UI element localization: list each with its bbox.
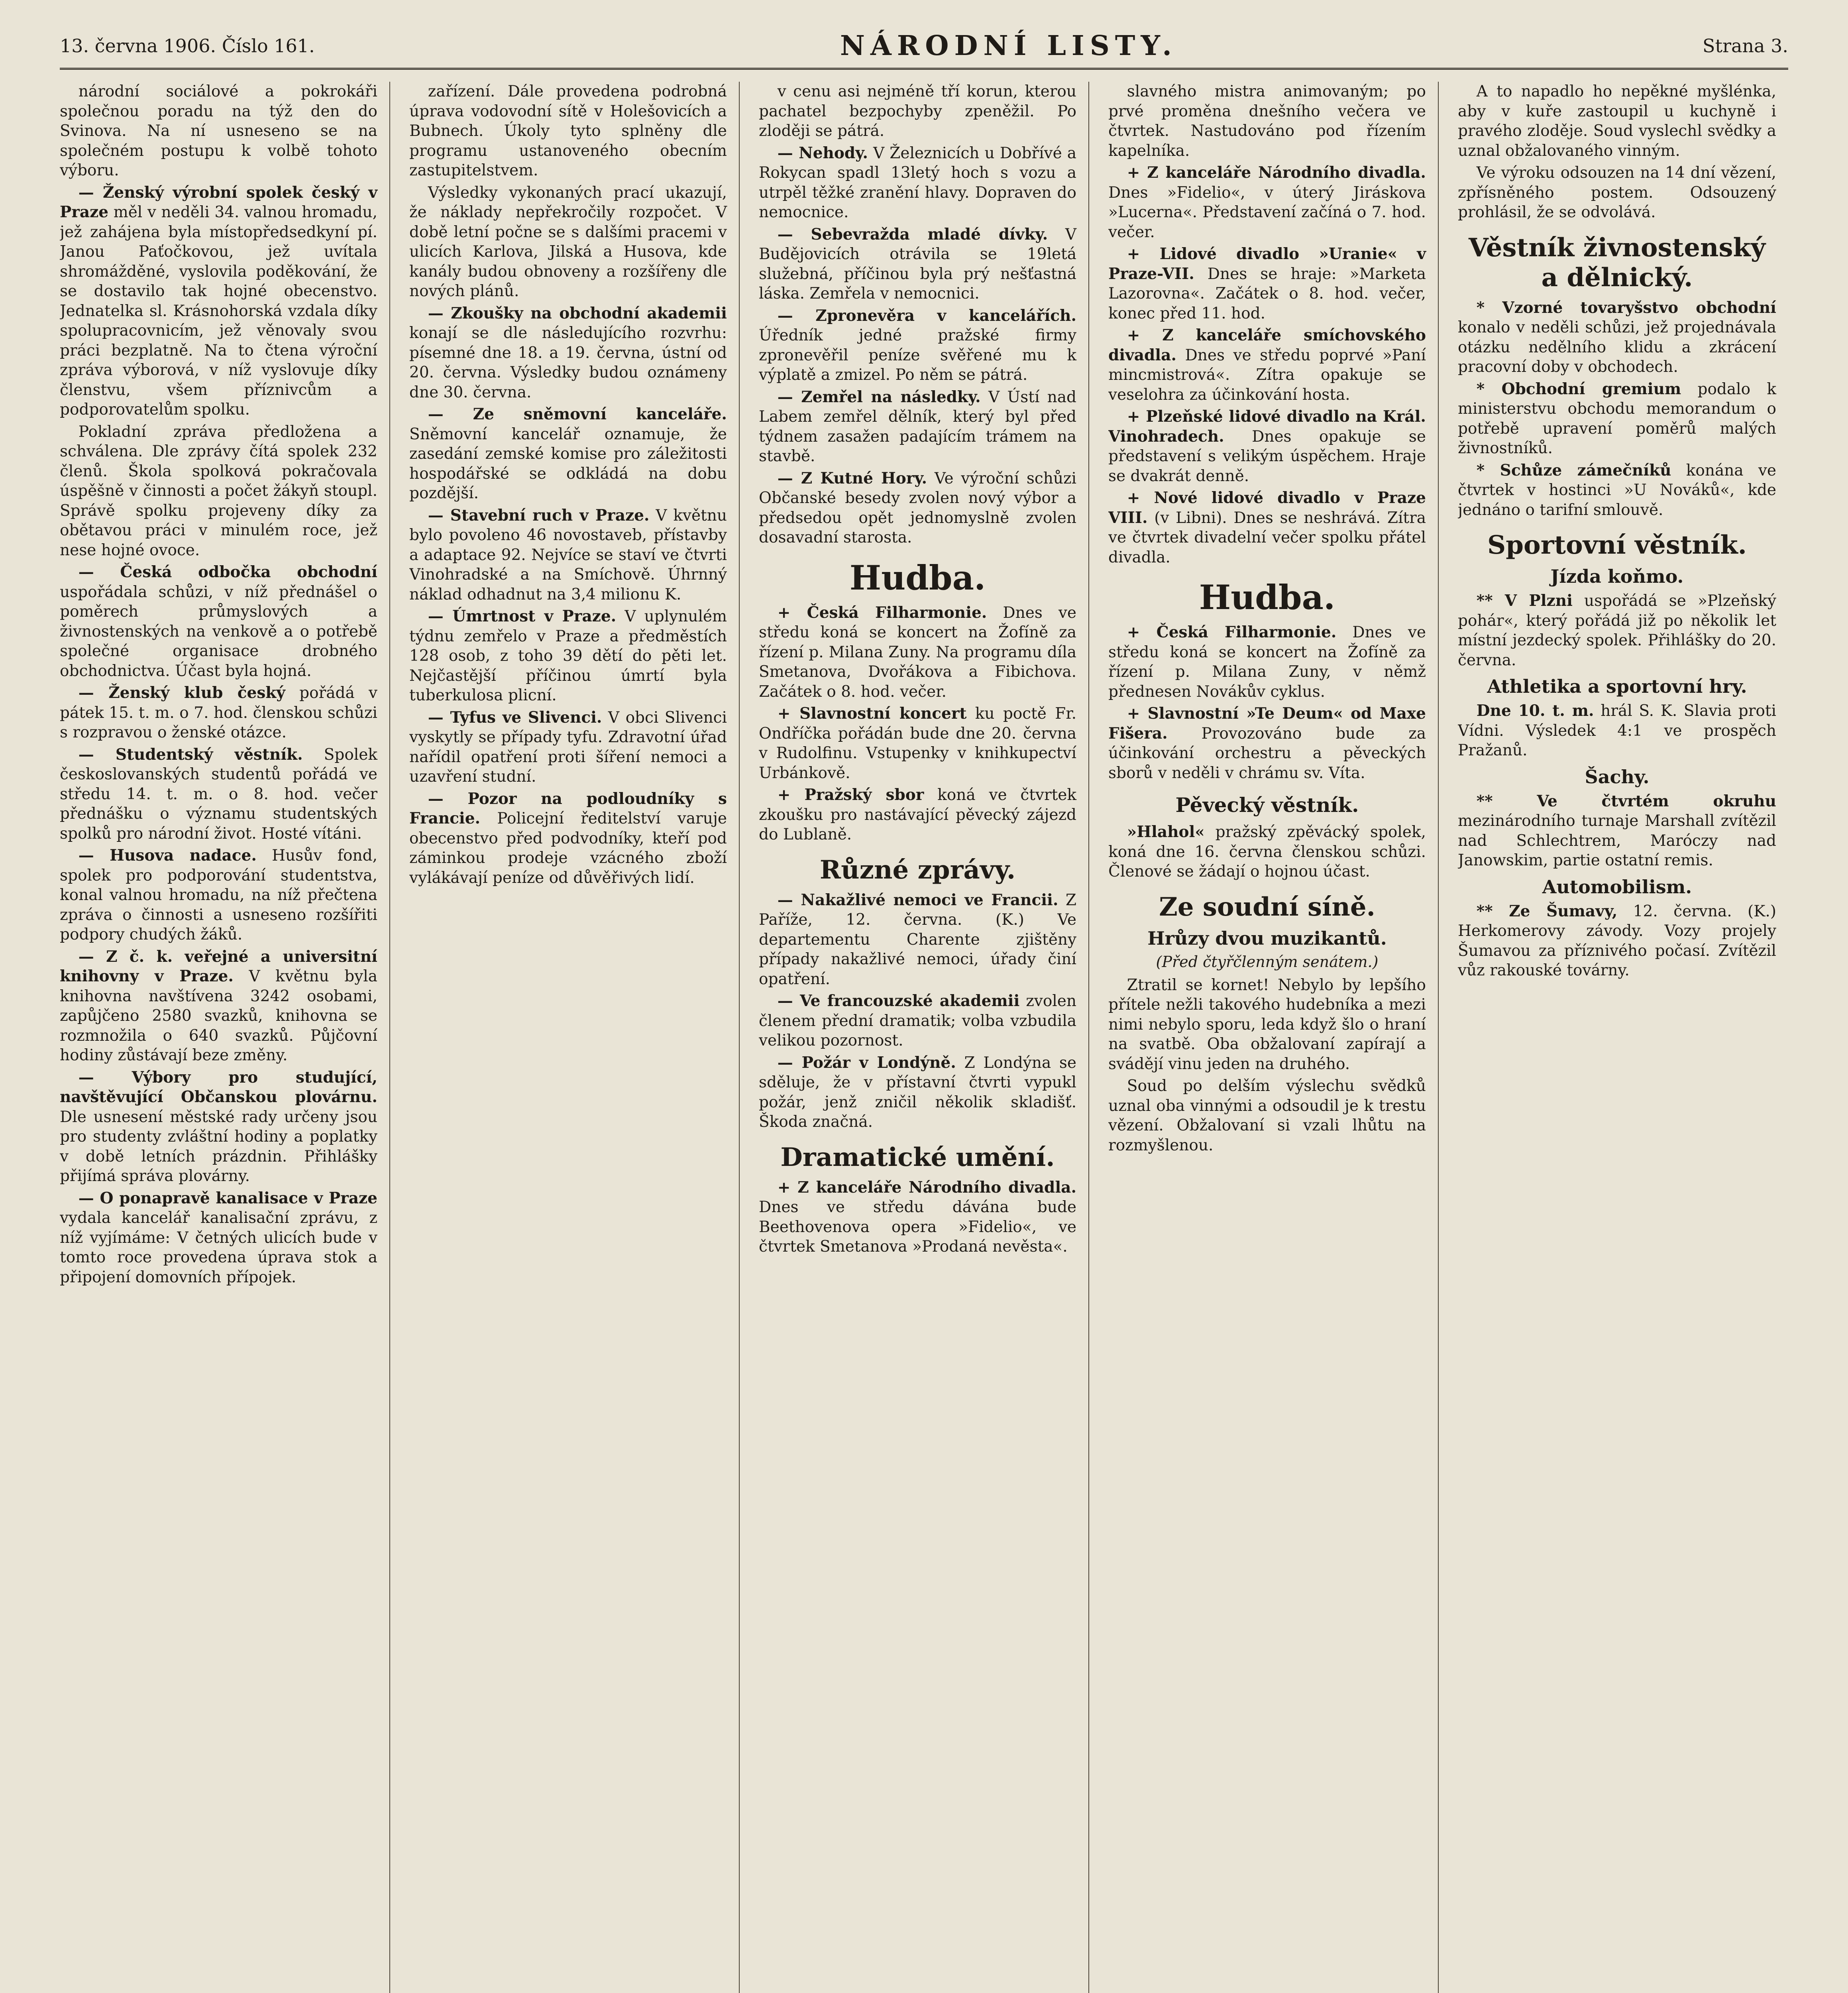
news-item [759,704,1076,783]
news-item [759,387,1076,466]
news-item-lead: — Ve francouzské akademii [777,992,1020,1010]
news-item-text: konalo v neděli schůzi, jež projednávala otázku nedělního klidu a zkrácení pracovní doby v obchodech. [1458,318,1776,376]
section-heading: Hudba. [849,558,986,598]
news-item-lead: — Ženský výrobní spolek český v Praze [60,183,377,221]
news-item [60,745,377,844]
news-item-text: Dnes ve středu koná se koncert na Žofíně za řízení p. Milana Zuny, v němž přednesen Novákův cyklus. [1108,623,1426,701]
news-item [1108,326,1426,405]
news-item [759,469,1076,548]
news-item-text: hrál S. K. Slavia proti Vídni. Výsledek 4:1 ve prospěch Pražanů. [1458,702,1776,759]
news-item-lead: + Plzeňské lidové divadlo na Král. Vinohradech. [1108,407,1426,446]
column-5 [1458,82,1788,1993]
column-3 [759,82,1089,1993]
news-item [759,603,1076,702]
news-item-text: Dnes ve středu poprvé »Paní mincmistrová«. Zítra opakuje se veselohra za účinkování hosta. [1108,346,1426,404]
news-item-lead: — Nehody. [777,143,868,162]
news-item [1108,244,1426,323]
news-item [1108,623,1426,702]
date-issue: 13. června 1906. Číslo 161. [60,35,315,57]
news-item-lead: — Z Kutné Hory. [777,469,927,487]
news-item-lead: + Z kanceláře smíchovského divadla. [1108,326,1426,364]
news-item-text: Husův fond, spolek pro podporování studentstva, konal valnou hromadu, na níž přečtena zpráva o činnosti a usneseno rozšířiti podpory chudých žáků. [60,847,377,943]
masthead [60,24,1788,70]
news-item-text: podalo k ministerstvu obchodu memorandum o potřebě upravení poměrů malých živnostníků. [1458,380,1776,457]
news-item-text: vydala kancelář kanalisační zprávu, z níž vyjímáme: V četných ulicích bude v tomto roce provedena úprava stok a připojení domovních přípojek. [60,1209,377,1286]
news-item-lead: * Vzorné tovaryšstvo obchodní [1476,298,1776,317]
paragraph: v cenu asi nejméně tří korun, kterou pachatel bezpochyby zpeněžil. Po zloději se pátrá. [759,83,1076,140]
news-item-text: konají se dle následujícího rozvrhu: písemné dne 18. a 19. června, ústní od 20. června. Výsledky budou oznámeny dne 30. června. [409,324,727,401]
subheading: Automobilism. [1542,876,1692,898]
news-item-lead: * Schůze zámečníků [1476,461,1671,480]
news-item [1108,822,1426,882]
news-item-lead: — Úmrtnost v Praze. [428,607,617,625]
news-item [60,1189,377,1287]
section-heading: Dramatické umění. [780,1142,1055,1172]
news-item [409,304,727,403]
news-item-text: V Ústí nad Labem zemřel dělník, který byl před týdnem zasažen padajícím trámem na stavbě. [759,388,1076,465]
section-heading: Různé zprávy. [819,855,1016,885]
news-item [759,143,1076,222]
section-heading: Pěvecký věstník. [1175,793,1359,817]
news-item-text: V obci Slivenci vyskytly se případy tyfu. Zdravotní úřad nařídil opatření proti šíření nemoci a uzavření studní. [409,708,727,786]
news-item-lead: + Z kanceláře Národního divadla. [777,1178,1076,1197]
news-item [759,890,1076,989]
news-item [1108,407,1426,486]
news-item [759,785,1076,845]
column-2 [409,82,740,1993]
section-heading: Věstník živnostenský a dělnický. [1468,232,1766,293]
news-item-lead: + Lidové divadlo »Uranie« v Praze-VII. [1108,245,1426,283]
news-item-text: koná ve čtvrtek zkoušku pro nastávající pěvecký zájezd do Lublaně. [759,786,1076,843]
news-item-text: Úředník jedné pražské firmy zpronevěřil peníze svěřené mu k výplatě a zmizel. Po něm se pátrá. [759,326,1076,384]
news-item-lead: — Česká odbočka obchodní [78,563,377,581]
subheading: Athletika a sportovní hry. [1487,676,1747,697]
news-item [60,562,377,681]
news-item-text: Provozováno bude za účinkování orchestru a pěveckých sborů v neděli v chrámu sv. Víta. [1108,724,1426,782]
news-item-lead: »Hlahol« [1127,823,1205,841]
news-item-lead: — Ze sněmovní kanceláře. [428,405,727,423]
paragraph: Výsledky vykonaných prací ukazují, že náklady nepřekročily rozpočet. V době letní počne se s dalšími pracemi v ulicích Karlova, Jilská a Husova, kde kanály budou obnoveny a rozšířeny dle nových plánů. [409,183,727,300]
news-item [1108,488,1426,567]
news-item [409,789,727,888]
news-item-lead: — Stavební ruch v Praze. [428,506,650,525]
news-item-text: pražský zpěvácký spolek, koná dne 16. června členskou schůzi. Členové se žádají o hojnou účast. [1108,823,1426,881]
section-heading: Ze soudní síně. [1159,892,1375,922]
news-item-text: uspořádá se »Plzeňský pohár«, který pořádá již po několik let místní jezdecký spolek. Přihlášky do 20. června. [1458,592,1776,669]
news-item [1458,701,1776,761]
news-item-lead: — Nakažlivé nemoci ve Francii. [777,890,1059,909]
columns [60,82,1788,1993]
news-item [1108,163,1426,242]
news-item-text: Z Paříže, 12. června. (K.) Ve departementu Charente zjištěny případy nakažlivé nemoci, úřady činí opatření. [759,891,1076,988]
subheading: Šachy. [1585,766,1650,788]
news-item-text: Dnes ve středu dávána bude Beethovenova opera »Fidelio«, ve čtvrtek Smetanova »Prodaná nevěsta«. [759,1198,1076,1256]
paragraph: Ve výroku odsouzen na 14 dní vězení, zpřísněného postem. Odsouzený prohlásil, že se odvolává. [1458,164,1776,221]
news-item-text: (v Libni). Dnes se neshrává. Zítra ve čtvrtek divadelní večer spolku přátel divadla. [1108,509,1426,566]
news-item-text: Spolek českoslovanských studentů pořádá ve středu 14. t. m. o 8. hod. večer přednášku o významu studentských spolků pro národní život. Hosté vítáni. [60,745,377,843]
news-item-lead: + Česká Filharmonie. [777,603,987,622]
news-item [759,306,1076,385]
news-item [409,405,727,503]
news-item-text: Z Londýna se sděluje, že v přístavní čtvrti vypukl požár, jenž zničil několik skladišť. Škoda značná. [759,1053,1076,1131]
news-item [60,183,377,420]
news-item [1458,591,1776,670]
news-item-lead: + Česká Filharmonie. [1127,623,1337,641]
byline: (Před čtyřčlenným senátem.) [1156,953,1379,971]
news-item-lead: + Slavnostní koncert [777,704,967,723]
news-item [409,506,727,605]
news-item [759,1053,1076,1132]
subheading: Jízda koňmo. [1550,566,1684,587]
news-item [409,607,727,706]
news-item-text: V uplynulém týdnu zemřelo v Praze a předměstích 128 osob, z toho 39 dětí do pěti let. Nejčastější příčinou úmrtí byla tuberkulosa plicní. [409,607,727,704]
news-item-lead: — Požár v Londýně. [777,1053,956,1072]
column-1 [60,82,390,1993]
news-item [60,846,377,945]
news-item-lead: * Obchodní gremium [1476,379,1681,398]
subheading: Hrůzy dvou muzikantů. [1147,927,1387,949]
news-item-text: ku poctě Fr. Ondříčka pořádán bude dne 20. června v Rudolfinu. Vstupenky v knihkupectví Urbánkově. [759,705,1077,782]
news-item-lead: — Husova nadace. [78,846,257,865]
page-number: Strana 3. [1703,35,1788,57]
news-item-lead: + Nové lidové divadlo v Praze VIII. [1108,489,1426,527]
news-item-text: 12. června. (K.) Herkomerovy závody. Vozy projely Šumavou za příznivého počasí. Zvítězil vůz rakouské továrny. [1458,902,1777,979]
news-item-lead: — Sebevražda mladé dívky. [777,225,1048,244]
news-item-lead: — O ponapravě kanalisace v Praze [78,1189,377,1207]
news-item-text: uspořádala schůzi, v níž přednášel o poměrech průmyslových a živnostenských na venkově a o potřebě společné organisace drobného obchodnictva. Účast byla hojná. [60,583,377,680]
news-item [1458,298,1776,377]
paragraph: Pokladní zpráva předložena a schválena. Dle zprávy čítá spolek 232 členů. Škola spolková pokračovala úspěšně v činnosti a počet žákyň stoupl. Správě spolku projeveny díky za obětavou práci v minulém roce, jež nese hojné ovoce. [60,423,377,559]
news-item-lead: — Studentský věstník. [78,745,303,764]
newspaper-title: NÁRODNÍ LISTY. [840,30,1177,62]
news-item-text: Policejní ředitelství varuje obecenstvo před podvodníky, kteří pod záminkou prodeje vzácného zboží vylákávají peníze od důvěřivých lidí. [409,810,727,887]
news-item-text: Dle usnesení městské rady určeny jsou pro studenty zvláštní hodiny a poplatky v době letních prázdnin. Přihlášky přijímá správa plovárny. [60,1108,377,1185]
news-item-text: Dnes se hraje: »Marketa Lazorovna«. Začátek o 8. hod. večer, konec před 11. hod. [1108,265,1426,322]
paragraph: Ztratil se kornet! Nebylo by lepšího přítele nežli takového hudebníka a mezi nimi nebylo sporu, leda když šlo o hraní na svatbě. Oba obžalovaní zapírají a svádějí vinu jeden na druhého. [1108,976,1426,1073]
news-item-lead: — Zkoušky na obchodní akademii [428,304,727,322]
news-item-lead: + Z kanceláře Národního divadla. [1127,163,1426,182]
news-item [1458,379,1776,458]
news-item [60,683,377,743]
section-heading: Sportovní věstník. [1487,530,1747,560]
news-item-lead: + Slavnostní »Te Deum« od Maxe Fišera. [1108,704,1426,743]
news-item-lead: — Tyfus ve Slivenci. [428,708,602,727]
paragraph: národní sociálové a pokrokáři společnou poradu na týž den do Svinova. Na ní usneseno se na společném postupu k volbě tohoto výboru. [60,83,377,179]
news-item [60,947,377,1065]
news-item [759,991,1076,1051]
news-item [1108,704,1426,783]
news-item-text: Dnes »Fidelio«, v úterý Jiráskova »Lucerna«. Představení začíná o 7. hod. večer. [1108,183,1426,241]
news-item-lead: — Z č. k. veřejné a universitní knihovny v Praze. [60,947,377,985]
paragraph: zařízení. Dále provedena podrobná úprava vodovodní sítě v Holešovicích a Bubnech. Úkoly tyto splněny dle programu ustanoveného obecním zastupitelstvem. [409,83,727,179]
news-item-text: konána ve čtvrtek v hostinci »U Nováků«, kde jednáno o tarifní smlouvě. [1458,461,1776,519]
news-item-text: pořádá v pátek 15. t. m. o 7. hod. členskou schůzi s rozpravou o ženské otázce. [60,684,377,741]
news-item-lead: — Výbory pro studující, navštěvující Občanskou plovárnu. [60,1068,377,1106]
news-item [1458,792,1776,871]
news-item-text: V Budějovicích otrávila se 19letá služebná, příčinou byla prý nešťastná láska. Zemřela v nemocnici. [759,225,1076,303]
news-item-text: Ve výroční schůzi Občanské besedy zvolen nový výbor a předsedou opět jednomyslně zvolen dosavadní starosta. [759,469,1076,546]
news-item-lead: ** V Plzni [1476,592,1573,610]
paragraph: Soud po delším výslechu svědků uznal oba vinnými a odsoudil je k trestu vězení. Obžalovaní si vzali lhůtu na rozmyšlenou. [1108,1077,1426,1154]
news-item-lead: — Pozor na podloudníky s Francie. [409,789,727,827]
news-item [1458,461,1776,520]
news-item-lead: ** Ve čtvrtém okruhu [1476,792,1776,810]
news-item [409,708,727,787]
paragraph: slavného mistra animovaným; po prvé proměna dnešního večera ve čtvrtek. Nastudováno pod řízením kapelníka. [1108,83,1426,160]
news-item-text: mezinárodního turnaje Marshall zvítězil nad Schlechtrem, Maróczy nad Janowskim, partie ostatní remis. [1458,812,1776,869]
news-item-text: Dnes ve středu koná se koncert na Žofíně za řízení p. Milana Zuny. Na programu díla Smetanova, Dvořákova a Fibichova. Začátek o 8. hod. večer. [759,603,1076,701]
news-item-text: Dnes opakuje se představení s velikým úspěchem. Hraje se dvakrát denně. [1108,427,1426,485]
paragraph: A to napadlo ho nepěkné myšlénka, aby v kuře zastoupil u kuchyně i pravého zloděje. Soud vyslechl svědky a uznal obžalovaného vinným. [1458,83,1776,160]
news-item-text: zvolen členem přední dramatik; volba vzbudila velikou pozornost. [759,992,1076,1050]
news-item [1458,902,1776,981]
news-item [759,225,1076,304]
news-item-lead: — Ženský klub český [78,684,285,702]
news-item-text: Sněmovní kancelář oznamuje, že zasedání zemské komise pro záležitosti hospodářské se odkládá na dobu pozdější. [409,425,727,502]
news-item-text: V květnu bylo povoleno 46 novostaveb, přístavby a adaptace 92. Nejvíce se staví ve čtvrti Vinohradské a na Smíchově. Úhrnný náklad odhadnut na 3,4 milionu K. [409,506,727,603]
news-item-text: V Železnicích u Dobřívé a Rokycan spadl 13letý hoch s vozu a utrpěl těžké zranění hlavy. Dopraven do nemocnice. [759,144,1076,221]
news-item [759,1178,1076,1257]
news-item-lead: — Zpronevěra v kancelářích. [777,306,1076,325]
news-item-lead: ** Ze Šumavy, [1476,902,1618,920]
news-item-text: V květnu byla knihovna navštívena 3242 osobami, zapůjčeno 2580 svazků, knihovna se rozmnožila o 640 svazků. Půjčovní hodiny zůstávají beze změny. [60,967,377,1064]
column-4 [1108,82,1439,1993]
section-heading: Hudba. [1199,578,1335,617]
news-item-lead: — Zemřel na následky. [777,387,981,406]
news-item-lead: + Pražský sbor [777,786,924,804]
news-item [60,1068,377,1186]
news-item-text: měl v neděli 34. valnou hromadu, jež zahájena byla místopředsedkyní pí. Janou Paťočkovou, jež uvítala shromážděné, vyslovila poděkování, že se dostavilo tak hojné obecenstvo. Jednatelka sl. Krásnohorská vzdala díky spolupracovnicím, jež věnovaly svou práci bezplatně. Na to čtena výroční zpráva výborová, v níž vyslovuje díky členstvu, všem příznivcům a podporovatelům spolku. [60,203,377,419]
news-item-lead: Dne 10. t. m. [1476,702,1594,720]
